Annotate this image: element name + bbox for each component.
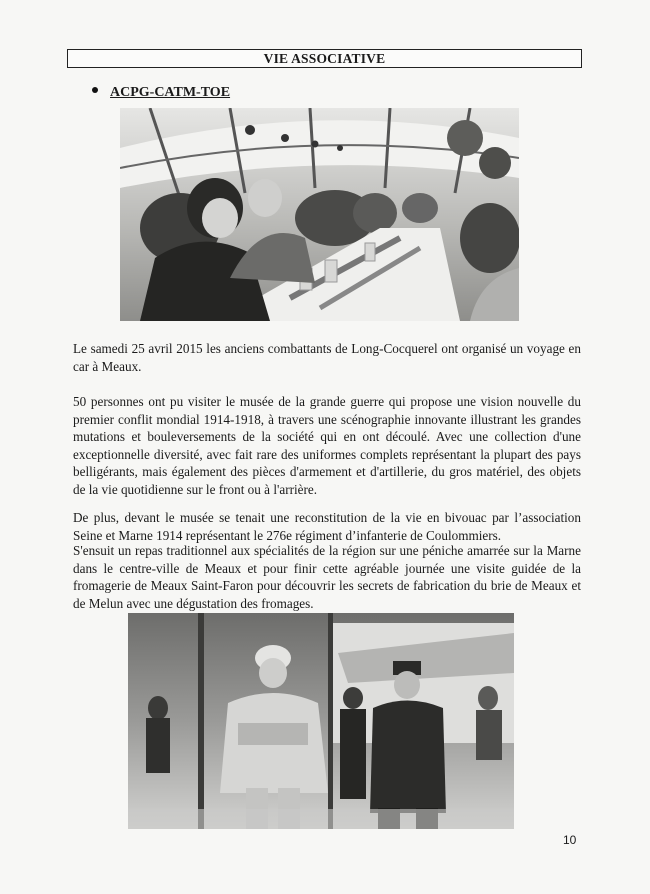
section-header: VIE ASSOCIATIVE: [67, 49, 582, 68]
paragraph-lunch: S'ensuit un repas traditionnel aux spécialités de la région sur une péniche amarrée sur la Marne dans le centre-ville de Meaux et pour finir cette agréable journée une visite guidée de la fromagerie de Meaux Saint-Faron pour découvrir les secrets de fabrication du brie de Meaux et de Melun avec une dégustation des fromages.: [73, 543, 581, 611]
association-name: ACPG-CATM-TOE: [110, 85, 231, 100]
paragraph-bivouac: De plus, devant le musée se tenait une reconstitution de la vie en bivouac par l’association Seine et Marne 1914 représentant le 276e régiment d’infanterie de Coulommiers.: [73, 510, 581, 543]
photo-museum-uniforms: [128, 613, 514, 829]
paragraph-museum: 50 personnes ont pu visiter le musée de la grande guerre qui propose une vision nouvelle du premier conflit mondial 1914-1918, à travers une scénographie innovante illustrant les grandes mutations et bouleversements de la société qui en ont découlé. Avec une collection d'une exceptionnelle diversité, avec fait rare des uniformes complets représentant la plupart des pays belligérants, mais également des pièces d'armement et d'artillerie, du gros matériel, des objets de la vie quotidienne sur le front ou à l'arrière.: [73, 394, 581, 497]
association-heading: [92, 84, 230, 102]
bullet-icon: [92, 87, 98, 93]
photo-boat-lunch: [120, 108, 519, 321]
page-number: 10: [563, 833, 577, 847]
paragraph-trip: Le samedi 25 avril 2015 les anciens combattants de Long-Cocquerel ont organisé un voyage en car à Meaux.: [73, 341, 581, 374]
